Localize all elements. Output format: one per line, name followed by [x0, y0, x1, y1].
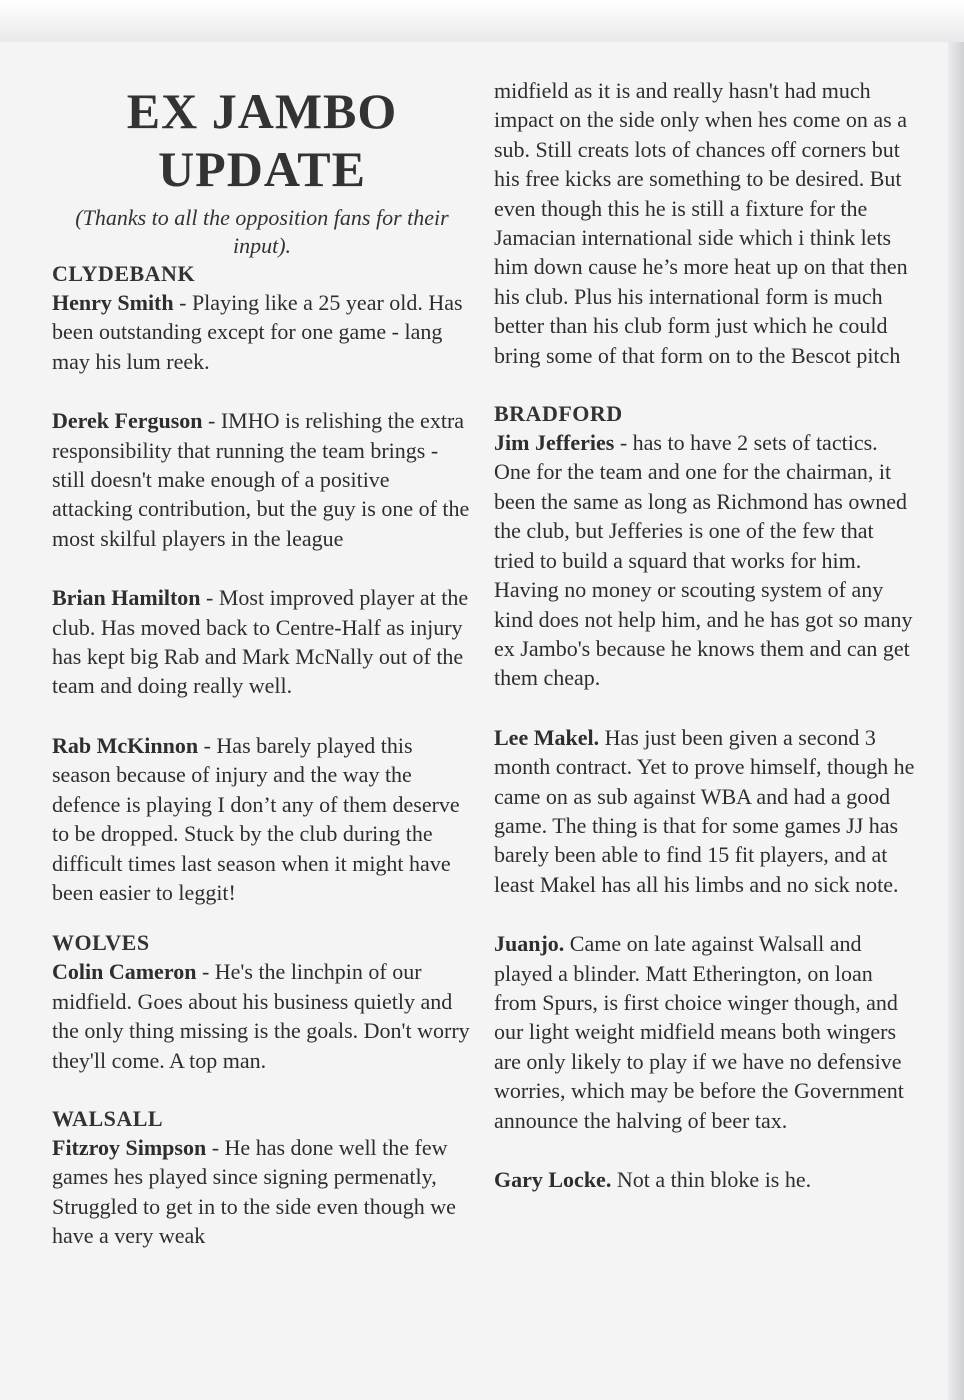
- player-comment: - Has barely played this season because of injury and the way the defence is playing I don’t any of them deserve to be dropped. Stuck by the club during the difficult times last season when it might have been easier to leggit!: [52, 732, 460, 905]
- right-column: [494, 76, 919, 1194]
- title-line-2: UPDATE: [158, 141, 366, 197]
- article-subtitle: (Thanks to all the opposition fans for their input).: [75, 205, 449, 258]
- player-name: Gary Locke.: [494, 1167, 612, 1192]
- player-name: Rab McKinnon: [52, 732, 199, 758]
- player-comment: Came on late against Walsall and played a blinder. Matt Etherington, on loan from Spurs, is first choice winger though, and our light weight midfield means both wingers are only likely to play if we have no defensive worries, which may be before the Government announce the halving of beer tax.: [494, 931, 904, 1133]
- player-comment: - Most improved player at the club. Has moved back to Centre-Half as injury has kept big Rab and Mark McNally out of the team and doing really well.: [52, 585, 469, 699]
- player-entry: [52, 1133, 472, 1251]
- player-name: Jim Jefferies: [494, 430, 615, 456]
- player-name: Juanjo.: [494, 931, 565, 957]
- club-heading-wolves: WOLVES: [52, 930, 150, 956]
- player-name: Fitzroy Simpson: [52, 1134, 207, 1160]
- club-heading-clydebank: CLYDEBANK: [52, 261, 196, 286]
- club-heading-walsall: WALSALL: [52, 1105, 164, 1131]
- player-entry: [52, 731, 472, 907]
- scan-top-margin: [0, 0, 964, 42]
- player-entry: [494, 1165, 919, 1194]
- player-comment: - Playing like a 25 year old. Has been outstanding except for one game - lang may his lum reek.: [52, 290, 463, 374]
- title-line-1: EX JAMBO: [126, 83, 398, 139]
- player-name: Derek Ferguson: [52, 408, 203, 434]
- player-entry: [52, 288, 472, 376]
- player-comment: Has just been given a second 3 month contract. Yet to prove himself, though he came on as sub against WBA and had a good game. The thing is that for some games JJ has barely been able to find 15 fit players, and at least Makel has all his limbs and no sick note.: [494, 724, 915, 897]
- player-comment: - IMHO is relishing the extra responsibility that running the team brings - still doesn't make enough of a positive attacking contribution, but the guy is one of the most skilful players in the league: [52, 408, 470, 551]
- player-entry: [494, 929, 919, 1135]
- player-entry: [52, 406, 472, 553]
- left-column: [52, 82, 472, 1251]
- article-title: [52, 82, 472, 198]
- player-name: Lee Makel.: [494, 724, 600, 750]
- player-entry: [52, 583, 472, 701]
- player-entry: [52, 957, 472, 1075]
- player-entry: [494, 428, 919, 693]
- continued-paragraph: midfield as it is and really hasn't had much impact on the side only when hes come on as a sub. Still creats lots of chances off corners but his free kicks are something to be desired. But even though this he is still a fixture for the Jamacian international side which i think lets him down cause he’s more heat up on that then his club. Plus his international form is much better than his club form just which he could bring some of that form on to the Bescot pitch: [494, 78, 908, 368]
- page-edge: [948, 42, 964, 1400]
- player-name: Henry Smith: [52, 290, 174, 315]
- player-comment: Not a thin bloke is he.: [611, 1167, 812, 1192]
- club-heading-bradford: BRADFORD: [494, 401, 623, 427]
- player-name: Colin Cameron: [52, 959, 197, 985]
- player-name: Brian Hamilton: [52, 585, 201, 611]
- player-comment: - has to have 2 sets of tactics. One for the team and one for the chairman, it been the same as long as Richmond has owned the club, but Jefferies is one of the few that tried to build a squard that works for him. Having no money or scouting system of any kind does not help him, and he has got so many ex Jambo's because he knows them and can get them cheap.: [494, 430, 913, 691]
- player-comment: - He's the linchpin of our midfield. Goes about his business quietly and the only thing missing is the goals. Don't worry they'll come. A top man.: [52, 959, 470, 1073]
- player-comment: - He has done well the few games hes played since signing permenatly, Struggled to get in to the side even though we have a very weak: [52, 1134, 456, 1249]
- player-entry: [494, 723, 919, 899]
